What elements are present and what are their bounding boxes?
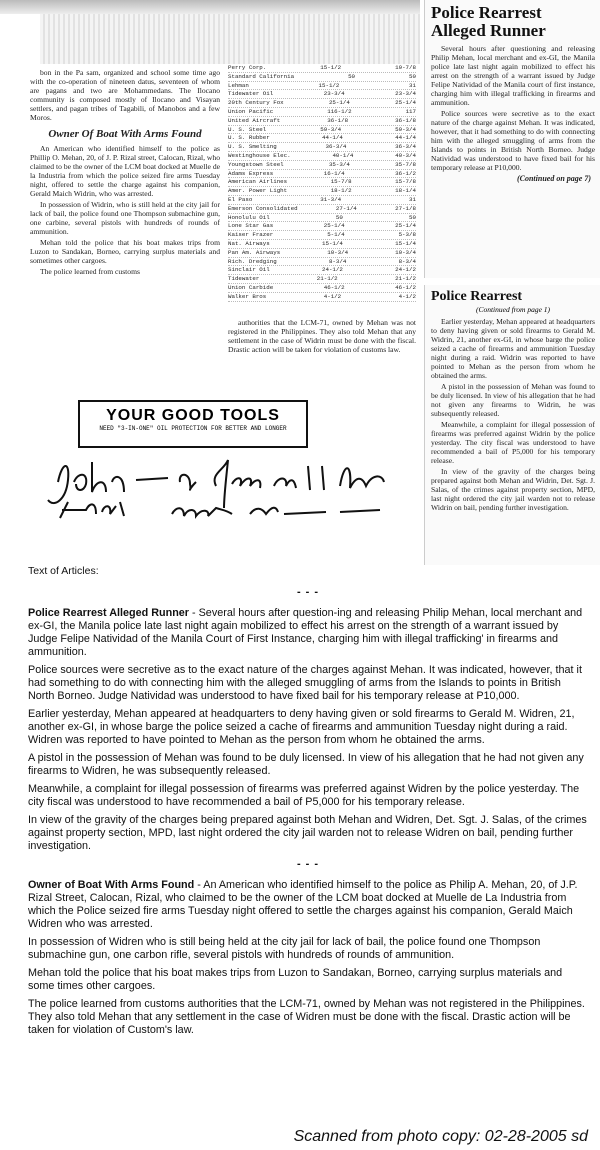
stock-price: 116-1/2 xyxy=(327,107,352,115)
stock-price: 18-1/2 xyxy=(330,187,352,195)
stock-price: 27-1/4 xyxy=(335,204,357,212)
stock-row xyxy=(228,196,416,205)
stock-name: Nat. Airways xyxy=(228,239,270,247)
stock-price: 5-3/8 xyxy=(398,231,416,239)
clipping-headline-runner: Police Rearrest Alleged Runner xyxy=(431,3,546,40)
article2-lead: - An American who identified himself to the police as Philip A. Mehan, 20, of J.P. Rizal Street, Calocan, Rizal, who claimed to be the owner of the LCM boat docked at Muelle de La Industria from which the Police seized fire arms Tuesday night offered to settle the charges against his companion, Gerald Maich Widren who was arrested. xyxy=(28,879,578,930)
stock-price: 35-7/8 xyxy=(395,160,416,168)
clipping-paragraph: Several hours after questioning and releasing Philip Mehan, local merchant and ex-GI, the Manila police late last night again mobilized to effect his arrest on the strength of a warrant issued by Judge Felipe Natividad of the Manila court of first instance, charging him with illegal trafficking in firearms and ammunition. xyxy=(431,44,595,107)
stock-price: 46-1/2 xyxy=(395,283,416,291)
handwritten-note xyxy=(40,452,420,524)
stock-row xyxy=(228,161,416,170)
article1-title: Police Rearrest Alleged Runner xyxy=(28,607,190,619)
clipping-right-bottom xyxy=(424,285,600,565)
article1-paragraph: Meanwhile, a complaint for illegal possession of firearms was preferred against Widren by the police yesterday. The city fiscal was understood to have recommended a bail of P5,000 for his temporary release. xyxy=(28,783,580,808)
stock-price: 15-1/2 xyxy=(320,64,342,71)
clipping-paragraph: A pistol in the possession of Mehan was found to be duly licensed. In view of his allegation that he had not given any firearms to Widrin, he was subsequently released. xyxy=(431,382,595,418)
stock-row xyxy=(228,240,416,249)
article1-lead-paragraph xyxy=(28,607,588,659)
stock-row xyxy=(228,134,416,143)
stock-price: 36-1/8 xyxy=(395,116,416,124)
clipping-continued-note: (Continued on page 7) xyxy=(516,174,591,183)
stock-row xyxy=(228,231,416,240)
article2-paragraph: Mehan told the police that his boat makes trips from Luzon to Sandakan, Borneo, carrying surplus materials and some times other cargoes. xyxy=(28,967,563,992)
stock-price: 50 xyxy=(335,213,343,221)
article1-paragraph: Police sources were secretive as to the exact nature of the charges against Mehan. It was indicated, however, that it had something to do with connecting him with the alleged smuggling of arms from the Islands to points in British North Borneo. Judge Natividad was understood to have fixed bail for his temporary release at P10,000. xyxy=(28,664,582,702)
stock-row xyxy=(228,275,416,284)
stock-price: 31-3/4 xyxy=(320,195,342,203)
stock-price: 25-1/4 xyxy=(395,99,416,107)
stock-price: 46-1/2 xyxy=(323,283,345,291)
stock-name: United Aircraft xyxy=(228,116,281,124)
stock-name: 20th Century Fox xyxy=(228,99,284,107)
clipping-stock-listing xyxy=(228,64,416,314)
stock-price: 25-1/4 xyxy=(395,222,416,230)
scan-smudge xyxy=(40,14,420,64)
stock-price: 40-3/4 xyxy=(395,151,416,159)
stock-name: U. S. Rubber xyxy=(228,134,270,142)
separator: - - - xyxy=(296,858,320,870)
stock-name: U. S. Smelting xyxy=(228,143,277,151)
stock-price: 10-3/4 xyxy=(327,248,349,256)
clipping-paragraph: In possession of Widrin, who is still held at the city jail for lack of bail, the police found one Thompson submachine gun, one carbine, several pistols with hundreds of rounds of ammunition. xyxy=(30,200,220,236)
stock-price: 4-1/2 xyxy=(323,292,342,300)
article2-paragraph: The police learned from customs authorities that the LCM-71, owned by Mehan was not registered in the Philippines. They also told Mehan that any settlement in the case of Widren must be done with the fiscal. Drastic action will be taken for violation of Custom's law. xyxy=(28,998,585,1036)
stock-row xyxy=(228,90,416,99)
stock-price: 44-1/4 xyxy=(395,134,416,142)
clipping-middle-bottom xyxy=(228,318,416,388)
stock-price: 24-1/2 xyxy=(395,266,416,274)
stock-row xyxy=(228,152,416,161)
stock-row xyxy=(228,170,416,179)
stock-row xyxy=(228,205,416,214)
stock-price: 8-3/4 xyxy=(398,257,416,265)
stock-price: 23-3/4 xyxy=(395,90,416,98)
clipping-paragraph: An American who identified himself to the police as Phillip O. Mehan, 20, of J. P. Rizal street, Calocan, Rizal, who claimed to be the owner of the LCM boat docked at Muelle de la Industria from which the police seized fire arms Tuesday night, offered to settle the charge against his companion, Gerald Maich Widrin, who was arrested. xyxy=(30,144,220,198)
stock-row xyxy=(228,249,416,258)
stock-price: 15-7/8 xyxy=(330,178,352,186)
stock-price: 27-1/8 xyxy=(395,204,416,212)
article2-paragraph: In possession of Widren who is still being held at the city jail for lack of bail, the police found one Thompson submachine gun, one carbon rifle, several pistols with hundreds of rounds of ammunition. xyxy=(28,936,541,961)
stock-price: 15-1/4 xyxy=(395,239,416,247)
stock-price: 15-7/8 xyxy=(395,178,416,186)
article2-lead-paragraph xyxy=(28,879,588,931)
clipping-advertisement xyxy=(78,400,308,448)
stock-row xyxy=(228,73,416,82)
article1-paragraph: Earlier yesterday, Mehan appeared at headquarters to deny having given or sold firearms to Gerald M. Widren, 21, another ex-GI, in whose barge the police seized a cache of firearms and ammunition Tuesday night during a raid. Widren was reported to have pointed to Mehan as the person from whom he obtained the arms. xyxy=(28,708,575,746)
stock-price: 50 xyxy=(409,213,416,221)
stock-price: 36-1/2 xyxy=(395,169,416,177)
stock-price: 59-3/4 xyxy=(320,125,342,133)
stock-name: U. S. Steel xyxy=(228,125,267,133)
stock-name: Kaiser Frazer xyxy=(228,231,274,239)
transcript-label: Text of Articles: xyxy=(28,565,99,577)
separator: - - - xyxy=(296,586,320,598)
clipping-right-top xyxy=(424,0,600,278)
article1-lead: - Several hours after question-ing and releasing Philip Mehan, local merchant and ex-GI, the Manila police late last night again mobilized to effect his arrest on the strength of a warrant issued by Judge Felipe Natividad of the Manila Court of First Instance, charging him with illegal trafficking' in firearms and ammunition. xyxy=(28,607,583,658)
article2-title: Owner of Boat With Arms Found xyxy=(28,879,195,891)
stock-row xyxy=(228,178,416,187)
stock-price: 59-3/4 xyxy=(395,125,416,133)
article1-paragraph: In view of the gravity of the charges being prepared against both Mehan and Widren, Det. Sgt. J. Salas, of the crimes against property section, MPD, last night ordered the city jail warden not to release Widren on bail, pending further investigation. xyxy=(28,814,587,852)
stock-row xyxy=(228,222,416,231)
clipping-continued-from: (Continued from page 1) xyxy=(475,305,551,314)
stock-row xyxy=(228,108,416,117)
stock-price: 117 xyxy=(405,107,416,115)
stock-row xyxy=(228,258,416,267)
scanned-clippings xyxy=(0,0,600,565)
stock-row xyxy=(228,293,416,302)
stock-name: Honolulu Oil xyxy=(228,213,270,221)
clipping-paragraph: authorities that the LCM-71, owned by Mehan was not registered in the Philippines. They also told Mehan that any settlement in the case of Widrin must be done with the fiscal. Drastic action will be taken for violation of customs law. xyxy=(228,318,416,354)
clipping-right-top-body xyxy=(431,44,595,274)
stock-name: Perry Corp. xyxy=(228,64,267,71)
stock-price: 31 xyxy=(409,81,416,89)
clipping-paragraph: Earlier yesterday, Mehan appeared at headquarters to deny having given or sold firearms to Gerald M. Widrin, 21, another ex-GI, in whose barge the police seized a cache of firearms and ammunition Tuesday night during a raid. Widrin was reported to have pointed to Mehan as the person from whom he obtained the arms. xyxy=(431,317,595,380)
stock-price: 35-3/4 xyxy=(328,160,350,168)
stock-price: 44-1/4 xyxy=(322,134,343,142)
stock-row xyxy=(228,284,416,293)
stock-price: 31 xyxy=(409,195,416,203)
stock-price: 15-1/2 xyxy=(318,81,340,89)
stock-price: 16-1/4 xyxy=(323,169,345,177)
stock-row xyxy=(228,266,416,275)
stock-price: 21-1/2 xyxy=(395,275,416,283)
stock-price: 23-3/4 xyxy=(323,90,345,98)
stock-name: Pan Am. Airways xyxy=(228,248,281,256)
ad-title: YOUR GOOD TOOLS xyxy=(106,407,280,424)
clipping-left-column xyxy=(30,68,220,386)
article-transcription xyxy=(28,565,588,1042)
stock-price: 36-1/8 xyxy=(327,116,349,124)
stock-name: Amer. Power Light xyxy=(228,187,288,195)
stock-price: 40-1/4 xyxy=(332,151,354,159)
stock-price: 50 xyxy=(348,72,356,80)
stock-name: Rich. Dredging xyxy=(228,257,277,265)
stock-price: 36-3/4 xyxy=(325,143,347,151)
clipping-paragraph: The police learned from customs xyxy=(40,267,140,276)
stock-name: Lehman xyxy=(228,81,249,89)
stock-name: Union Carbide xyxy=(228,283,274,291)
stock-row xyxy=(228,187,416,196)
clipping-paragraph: In view of the gravity of the charges being prepared against both Mehan and Widrin, Det. Sgt. J. Salas, of the crimes against property section, MPD, last night ordered the city jail warden not to release Widrin on bail, pending further investigation. xyxy=(431,467,595,512)
stock-name: Walker Bros xyxy=(228,292,267,300)
stock-row xyxy=(228,214,416,223)
stock-name: Tidewater Oil xyxy=(228,90,274,98)
stock-price: 25-1/4 xyxy=(328,99,350,107)
stock-row xyxy=(228,117,416,126)
stock-row xyxy=(228,126,416,135)
scan-footer-note: Scanned from photo copy: 02-28-2005 sd xyxy=(293,1128,588,1145)
stock-row xyxy=(228,99,416,108)
stock-name: Sinclair Oil xyxy=(228,266,270,274)
ad-subtitle: NEED "3-IN-ONE" OIL PROTECTION FOR BETTER AND LONGER xyxy=(99,425,287,432)
stock-price: 4-1/2 xyxy=(398,292,416,300)
stock-price: 15-1/4 xyxy=(322,239,343,247)
stock-price: 5-1/4 xyxy=(327,231,345,239)
stock-price: 8-3/4 xyxy=(328,257,347,265)
stock-row xyxy=(228,64,416,73)
stock-price: 36-3/4 xyxy=(395,143,416,151)
stock-price: 18-1/4 xyxy=(395,187,416,195)
stock-name: American Airlines xyxy=(228,178,288,186)
stock-name: El Paso xyxy=(228,195,253,203)
clipping-left-top: bon in the Pa sam, organized and school some time ago with the co-operation of nineteen datus, seventeen of whom are pagans and two are Mohammedans. The Ilocano community is composed mostly of Ilocano and Visayan settlers, and pagan tribes of Tagabili, of Manobos and a few Moros. xyxy=(30,68,220,122)
stock-name: Emerson Consolidated xyxy=(228,204,298,212)
clipping-boat-headline: Owner Of Boat With Arms Found xyxy=(48,128,202,140)
stock-name: Standard California xyxy=(228,72,295,80)
stock-name: Adams Express xyxy=(228,169,274,177)
stock-name: Union Pacific xyxy=(228,107,274,115)
stock-price: 19-7/8 xyxy=(395,64,416,71)
stock-name: Tidewater xyxy=(228,275,260,283)
scan-smudge xyxy=(0,0,420,14)
stock-name: Lone Star Gas xyxy=(228,222,274,230)
stock-name: Youngstown Steel xyxy=(228,160,284,168)
stock-price: 24-1/2 xyxy=(322,266,343,274)
stock-row xyxy=(228,82,416,91)
stock-price: 21-1/2 xyxy=(316,275,338,283)
article1-paragraph: A pistol in the possession of Mehan was found to be duly licensed. In view of his allegation that he had not given any firearms to Widren, he was subsequently released. xyxy=(28,752,584,777)
clipping-headline-rearrest: Police Rearrest xyxy=(431,289,523,304)
clipping-paragraph: Mehan told the police that his boat makes trips from Luzon to Sandakan, Borneo, carrying surplus materials and sometimes other cargoes. xyxy=(30,238,220,265)
stock-price: 10-3/4 xyxy=(395,248,416,256)
stock-row xyxy=(228,143,416,152)
stock-price: 25-1/4 xyxy=(323,222,345,230)
stock-price: 50 xyxy=(409,72,416,80)
clipping-right-bottom-body xyxy=(431,317,595,563)
clipping-paragraph: Meanwhile, a complaint for illegal possession of firearms was preferred against Widrin by the police yesterday. The city fiscal was understood to have recommended a bail of P5,000 for his temporary release. xyxy=(431,420,595,465)
clipping-paragraph: Police sources were secretive as to the exact nature of the charge against Mehan. It was indicated, however, that it had something to do with connecting him with the alleged smuggling of arms from the Islands to points in British North Borneo. Judge Natividad was understood to have fixed bail for his temporary release at P10,000. xyxy=(431,109,595,172)
stock-name: Westinghouse Elec. xyxy=(228,151,291,159)
